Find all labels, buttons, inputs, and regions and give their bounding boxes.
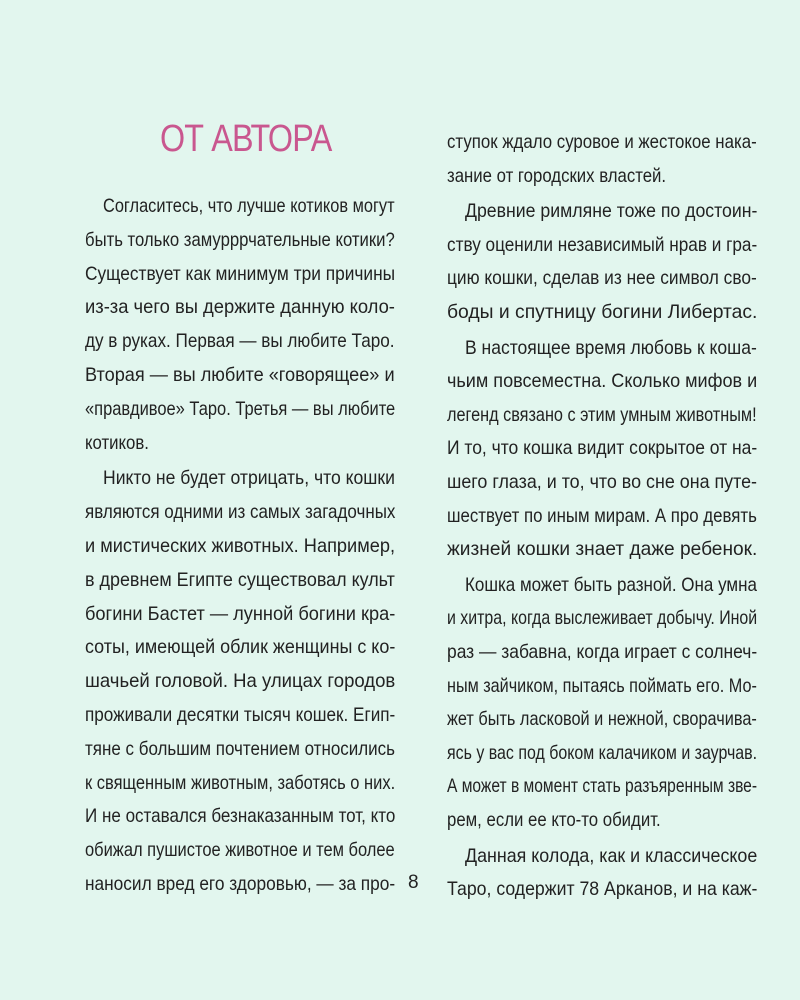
- text-line: из-за чего вы держите данную коло-: [85, 296, 395, 319]
- text-line: цию кошки, сделав из нее символ сво-: [447, 267, 757, 290]
- text-line: И не оставался безнаказанным тот, кто: [85, 805, 396, 828]
- text-line: Никто не будет отрицать, что кошки: [103, 467, 395, 490]
- text-line: ству оценили независимый нрав и гра-: [447, 233, 758, 256]
- text-line: ступок ждало суровое и жестокое нака-: [447, 131, 757, 153]
- text-line: ду в руках. Первая — вы любите Таро.: [85, 330, 395, 353]
- text-line: соты, имеющей облик женщины с ко-: [85, 636, 396, 659]
- text-line: А может в момент стать разъяренным зве-: [447, 775, 758, 798]
- text-line: в древнем Египте существовал культ: [85, 568, 395, 591]
- text-line: зание от городских властей.: [447, 164, 667, 187]
- text-line: являются одними из самых загадочных: [85, 501, 396, 524]
- text-line: проживали десятки тысяч кошек. Егип-: [85, 704, 396, 726]
- text-line: «правдивое» Таро. Третья — вы любите: [85, 397, 396, 420]
- page-number: 8: [408, 872, 419, 893]
- page-title: ОТ АВТОРА: [160, 118, 332, 160]
- text-line: к священным животным, заботясь о них.: [85, 771, 396, 794]
- text-line: шествует по иным мирам. А про девять: [447, 504, 757, 527]
- text-line: быть только замурррчательные котики?: [85, 228, 395, 251]
- text-line: шего глаза, и то, что во сне она путе-: [447, 471, 758, 493]
- text-line: тяне с большим почтением относились: [85, 737, 395, 760]
- text-line: И то, что кошка видит сокрытое от на-: [447, 437, 758, 460]
- text-line: Кошка может быть разной. Она умна: [465, 573, 757, 596]
- text-line: легенд связано с этим умным животным!: [447, 403, 757, 426]
- text-line: Данная колода, как и классическое: [465, 844, 758, 867]
- text-line: шачьей головой. На улицах городов: [85, 670, 396, 693]
- text-line: и мистических животных. Например,: [85, 535, 396, 557]
- text-line: раз — забавна, когда играет с солнеч-: [447, 641, 758, 663]
- text-line: чьим повсеместна. Сколько мифов и: [447, 370, 758, 393]
- text-line: рем, если ее кто-то обидит.: [447, 809, 661, 831]
- text-line: богини Бастет — лунной богини кра-: [85, 602, 396, 625]
- text-line: боды и спутницу богини Либертас.: [447, 301, 758, 323]
- text-line: жизней кошки знает даже ребенок.: [447, 538, 758, 561]
- text-line: Вторая — вы любите «говорящее» и: [85, 364, 395, 386]
- text-line: В настоящее время любовь к коша-: [465, 336, 757, 359]
- text-line: наносил вред его здоровью, — за про-: [85, 873, 396, 895]
- text-line: ясь у вас под боком калачиком и заурчав.: [447, 741, 758, 764]
- text-line: обижал пушистое животное и тем более: [85, 839, 395, 862]
- text-line: Таро, содержит 78 Арканов, и на каж-: [447, 878, 758, 901]
- text-line: жет быть ласковой и нежной, сворачива-: [447, 708, 757, 731]
- text-line: ным зайчиком, пытаясь поймать его. Мо-: [447, 674, 757, 697]
- text-line: Существует как минимум три причины: [85, 262, 396, 285]
- text-line: котиков.: [85, 431, 149, 454]
- text-line: и хитра, когда выслеживает добычу. Иной: [447, 607, 758, 630]
- text-line: Согласитесь, что лучше котиков могут: [103, 195, 395, 217]
- text-line: Древние римляне тоже по достоин-: [465, 200, 758, 223]
